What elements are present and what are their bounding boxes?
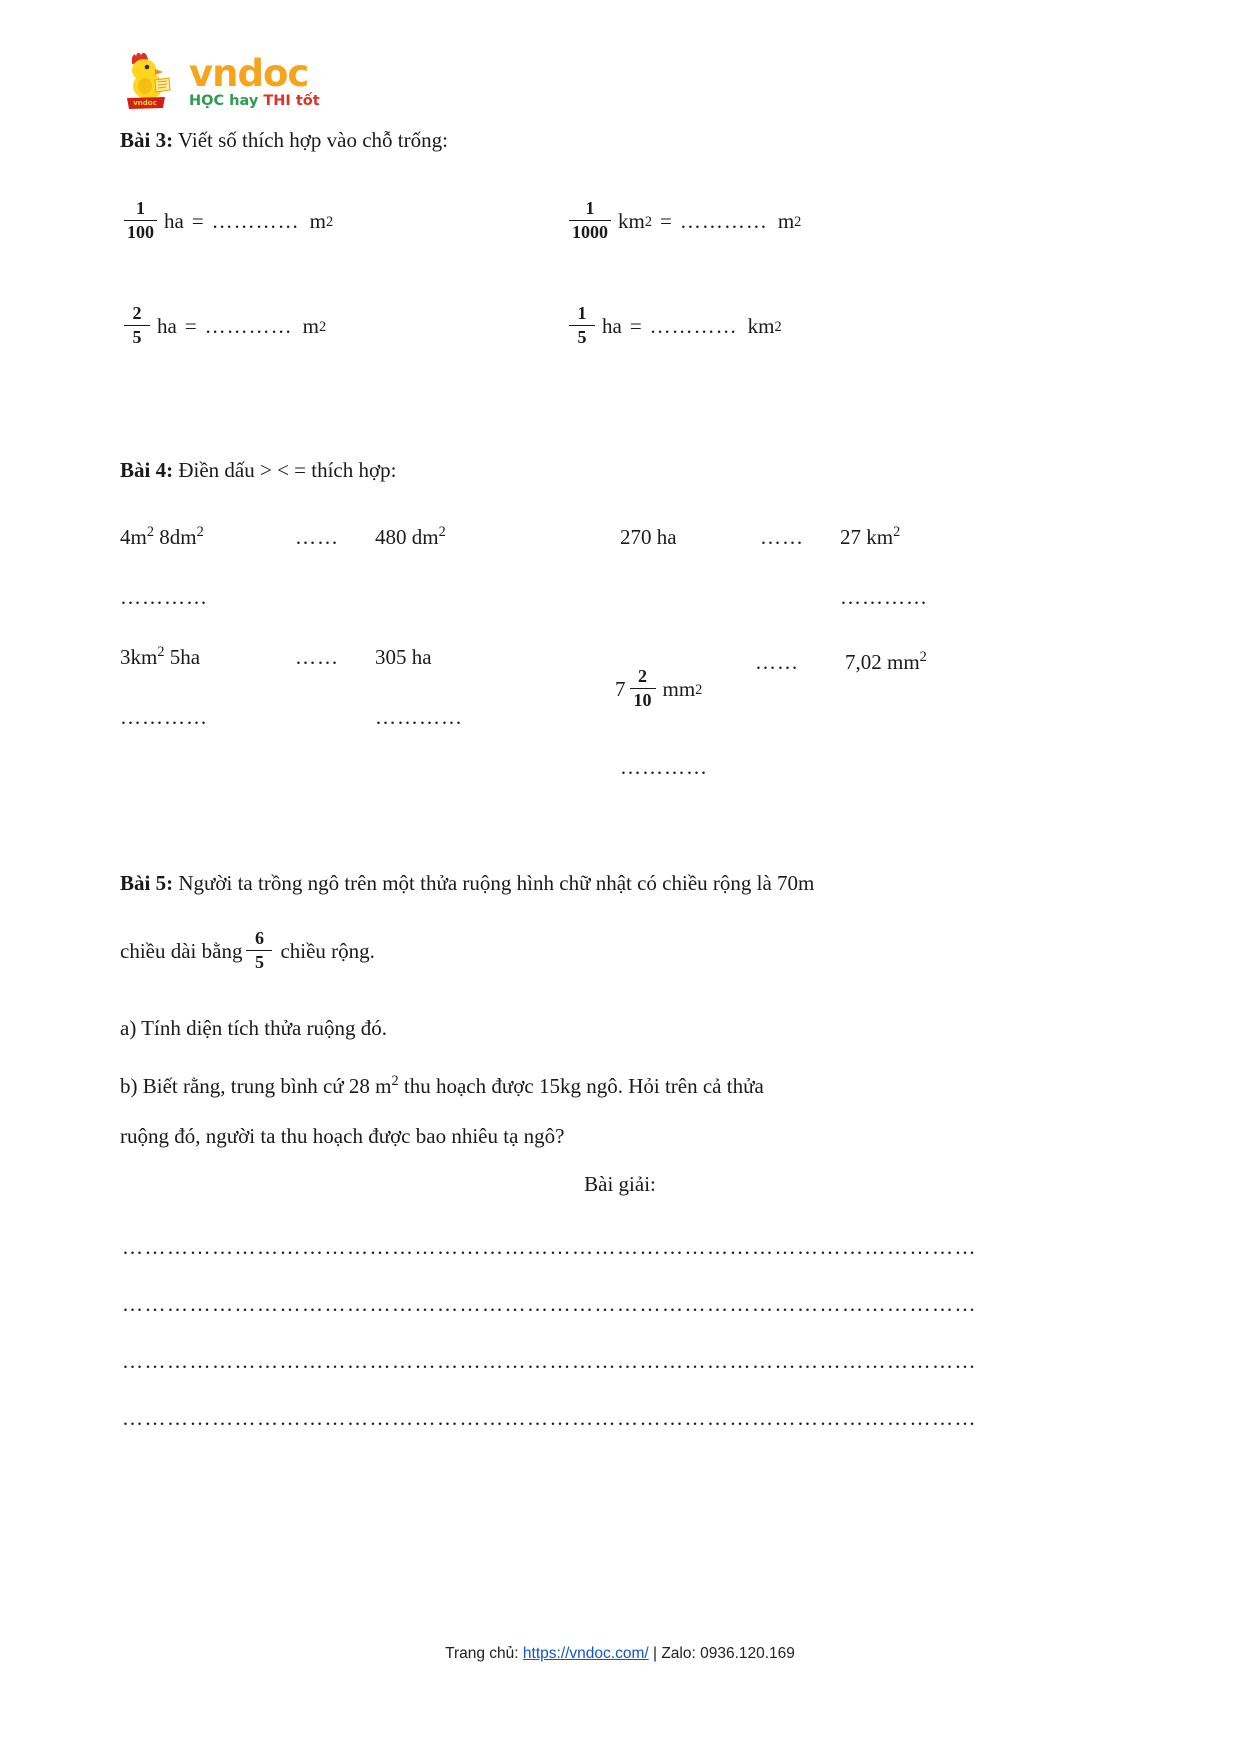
bai5-part-b-pre: b) Biết rằng, trung bình cứ 28 m (120, 1074, 392, 1098)
bai4-r1-right-b-p1-sup: 2 (893, 524, 901, 540)
bai4-r2-right-answer-blank[interactable]: ………… (620, 755, 708, 779)
fraction-bai5-bar (246, 950, 272, 952)
answer-line-4[interactable]: …………………………………………………………………………………………………… (122, 1406, 977, 1430)
bai4-r1-left-a-p1: 4m (120, 525, 147, 549)
bai4-r2-mixed-unit: mm (662, 677, 696, 702)
logo-tagline (189, 94, 320, 109)
bai4-r1-right-compare-blank[interactable]: …… (760, 525, 804, 549)
bai3-item-4-unit: ha (602, 314, 622, 339)
bai3-item-2-result-unit: m (777, 209, 795, 234)
fraction-mixed-bar (630, 688, 656, 690)
chick-mascot-icon (125, 48, 181, 110)
fraction-4-denominator: 5 (577, 327, 587, 348)
bai4-r1-left-b-p1-sup: 2 (438, 524, 446, 540)
bai4-label: Bài 4: (120, 458, 174, 482)
bai3-item-3-blank[interactable]: ………… (204, 314, 293, 339)
bai4-r2-right-b-p1: 7,02 mm (845, 650, 920, 674)
vndoc-logo (125, 48, 320, 110)
bai3-section (120, 125, 1000, 155)
bai4-r1-left-a-p1-sup: 2 (146, 524, 154, 540)
bai3-item-4-equals: = (629, 314, 642, 339)
bai3-row-2 (120, 305, 1000, 348)
bai3-item-4-result-unit: km (747, 314, 775, 339)
bai4-section (120, 455, 1000, 485)
footer-suffix: | Zalo: 0936.120.169 (648, 1645, 795, 1662)
bai4-answer-row-2 (120, 705, 1020, 730)
bai4-r2-right-mixed-number: 7 $\frac{2}{10}$ mm 2 (615, 666, 703, 711)
bai3-item-2-equals: = (659, 209, 672, 234)
tagline-part-2: hay (229, 92, 259, 109)
footer-homepage-link[interactable]: https://vndoc.com/ (522, 1645, 649, 1662)
tagline-part-1: HỌC (189, 92, 225, 109)
bai3-item-1-blank[interactable]: ………… (211, 209, 300, 234)
bai4-r1-left-a-p2: 8dm (153, 525, 197, 549)
fraction-3-denominator: 5 (132, 327, 142, 348)
fraction-1-denominator: 100 (127, 222, 154, 243)
fraction-1 (124, 199, 157, 242)
bai4-r2-left-b-p1: 305 ha (375, 645, 432, 669)
fraction-mixed-numerator: 2 (638, 666, 647, 686)
fraction-2-numerator: 1 (585, 198, 595, 218)
fraction-3-bar (124, 325, 150, 327)
bai5-label: Bài 5: (120, 871, 174, 895)
bai3-item-3-result-unit: m (302, 314, 320, 339)
bai5-section (120, 865, 1000, 902)
fraction-4-bar (569, 325, 595, 327)
bai4-r2-left-a-p2: 5ha (164, 645, 201, 669)
bai4-r1-right-answer-blank[interactable]: ………… (840, 585, 928, 609)
bai3-item-2: $\frac{1}{1000}$ km 2 = ………… m 2 (565, 200, 801, 243)
bai5-line2 (120, 930, 1000, 973)
bai4-r2-left-a-p1: 3km (120, 645, 158, 669)
bai3-row-1 (120, 200, 1000, 243)
bai4-r2-left-answer-blank[interactable]: ………… (120, 705, 208, 729)
fraction-mixed (630, 667, 656, 710)
bai3-item-1: $\frac{1}{100}$ ha = ………… m 2 (120, 200, 565, 243)
bai5-text-line1: Người ta trồng ngô trên một thửa ruộng hình chữ nhật có chiều rộng là 70m (178, 871, 815, 895)
bai3-item-4: $\frac{1}{5}$ ha = ………… km 2 (565, 305, 782, 348)
bai3-label: Bài 3: (120, 128, 174, 152)
bai3-prompt: Viết số thích hợp vào chỗ trống: (177, 128, 448, 152)
bai4-prompt: Điền dấu > < = thích hợp: (178, 458, 397, 482)
fraction-3 (124, 304, 150, 347)
bai5-part-b-line1 (120, 1068, 1010, 1105)
logo-word: vndoc (189, 52, 309, 96)
bai5-line2-post: chiều rộng. (280, 939, 375, 964)
fraction-mixed-denominator: 10 (633, 690, 652, 711)
bai5-line2-pre: chiều dài bằng (120, 939, 243, 964)
bai5-part-a: a) Tính diện tích thửa ruộng đó. (120, 1016, 388, 1040)
tagline-part-4: tốt (295, 92, 320, 109)
answer-line-3[interactable]: …………………………………………………………………………………………………… (122, 1349, 977, 1373)
bai4-r2-right-b (845, 650, 927, 675)
bai5-part-b-line2: ruộng đó, người ta thu hoạch được bao nhiêu tạ ngô? (120, 1124, 565, 1148)
fraction-2 (569, 199, 611, 242)
bai4-answer-row-1 (120, 585, 1020, 610)
bai4-compare-row-1 (120, 525, 1020, 550)
bai5-solution-label: Bài giải: (584, 1172, 656, 1196)
bai5-part-b-sup: 2 (391, 1073, 399, 1089)
bai4-r2-left-compare-blank[interactable]: …… (295, 645, 339, 669)
tagline-part-3: THI (263, 92, 291, 109)
fraction-2-bar (569, 220, 611, 222)
bai3-item-1-result-unit: m (309, 209, 327, 234)
bai4-heading (120, 455, 1000, 485)
fraction-bai5-numerator: 6 (254, 928, 264, 948)
bai4-r2-right-compare-blank[interactable]: …… (755, 650, 799, 674)
bai4-r1-left-a (120, 525, 295, 550)
footer-prefix: Trang chủ: (445, 1645, 523, 1662)
bai3-heading (120, 125, 1000, 155)
bai3-item-3-equals: = (184, 314, 197, 339)
fraction-bai5 (246, 929, 272, 972)
answer-line-1[interactable]: …………………………………………………………………………………………………… (122, 1235, 977, 1259)
bai3-item-2-blank[interactable]: ………… (679, 209, 768, 234)
bai4-r1-left-b (375, 525, 620, 550)
page-footer (0, 1645, 1240, 1663)
bai4-r1-right-b (840, 525, 900, 550)
bai4-r2-left-a-p1-sup: 2 (157, 644, 165, 660)
bai4-r2-right-b-p1-sup: 2 (919, 649, 927, 665)
fraction-bai5-denominator: 5 (254, 952, 264, 973)
bai3-item-3: $\frac{2}{5}$ ha = ………… m 2 (120, 305, 565, 348)
bai5-part-b-post: thu hoạch được 15kg ngô. Hỏi trên cả thửa (398, 1074, 764, 1098)
bai4-r1-left-a-p2-sup: 2 (196, 524, 204, 540)
fraction-1-numerator: 1 (136, 198, 145, 218)
bai4-r2-mid-answer-blank[interactable]: ………… (375, 705, 463, 729)
bai4-r1-right-b-p1: 27 km (840, 525, 894, 549)
bai4-r2-left-b (375, 645, 620, 670)
bai3-item-4-blank[interactable]: ………… (649, 314, 738, 339)
bai4-r2-left-a (120, 645, 295, 670)
fraction-4-numerator: 1 (577, 303, 587, 323)
bai3-item-2-unit: km (618, 209, 645, 234)
fraction-4 (569, 304, 595, 347)
logo-wordmark (189, 52, 320, 110)
bai3-item-1-unit: ha (164, 209, 184, 234)
answer-line-2[interactable]: …………………………………………………………………………………………………… (122, 1292, 977, 1316)
fraction-1-bar (124, 220, 157, 222)
bai5-heading (120, 865, 1000, 902)
bai3-item-3-unit: ha (157, 314, 177, 339)
bai4-r1-left-compare-blank[interactable]: …… (295, 525, 339, 549)
bai4-r1-right-a-p1: 270 ha (620, 525, 677, 549)
bai3-item-1-equals: = (191, 209, 204, 234)
bai4-r2-mixed-whole: 7 (615, 677, 626, 702)
bai4-r1-right-a (620, 525, 760, 550)
fraction-3-numerator: 2 (132, 303, 142, 323)
fraction-2-denominator: 1000 (572, 222, 608, 243)
mascot-banner-text: vndoc (133, 99, 157, 107)
bai4-r1-left-b-p1: 480 dm (375, 525, 439, 549)
bai4-r1-left-answer-blank[interactable]: ………… (120, 585, 208, 609)
